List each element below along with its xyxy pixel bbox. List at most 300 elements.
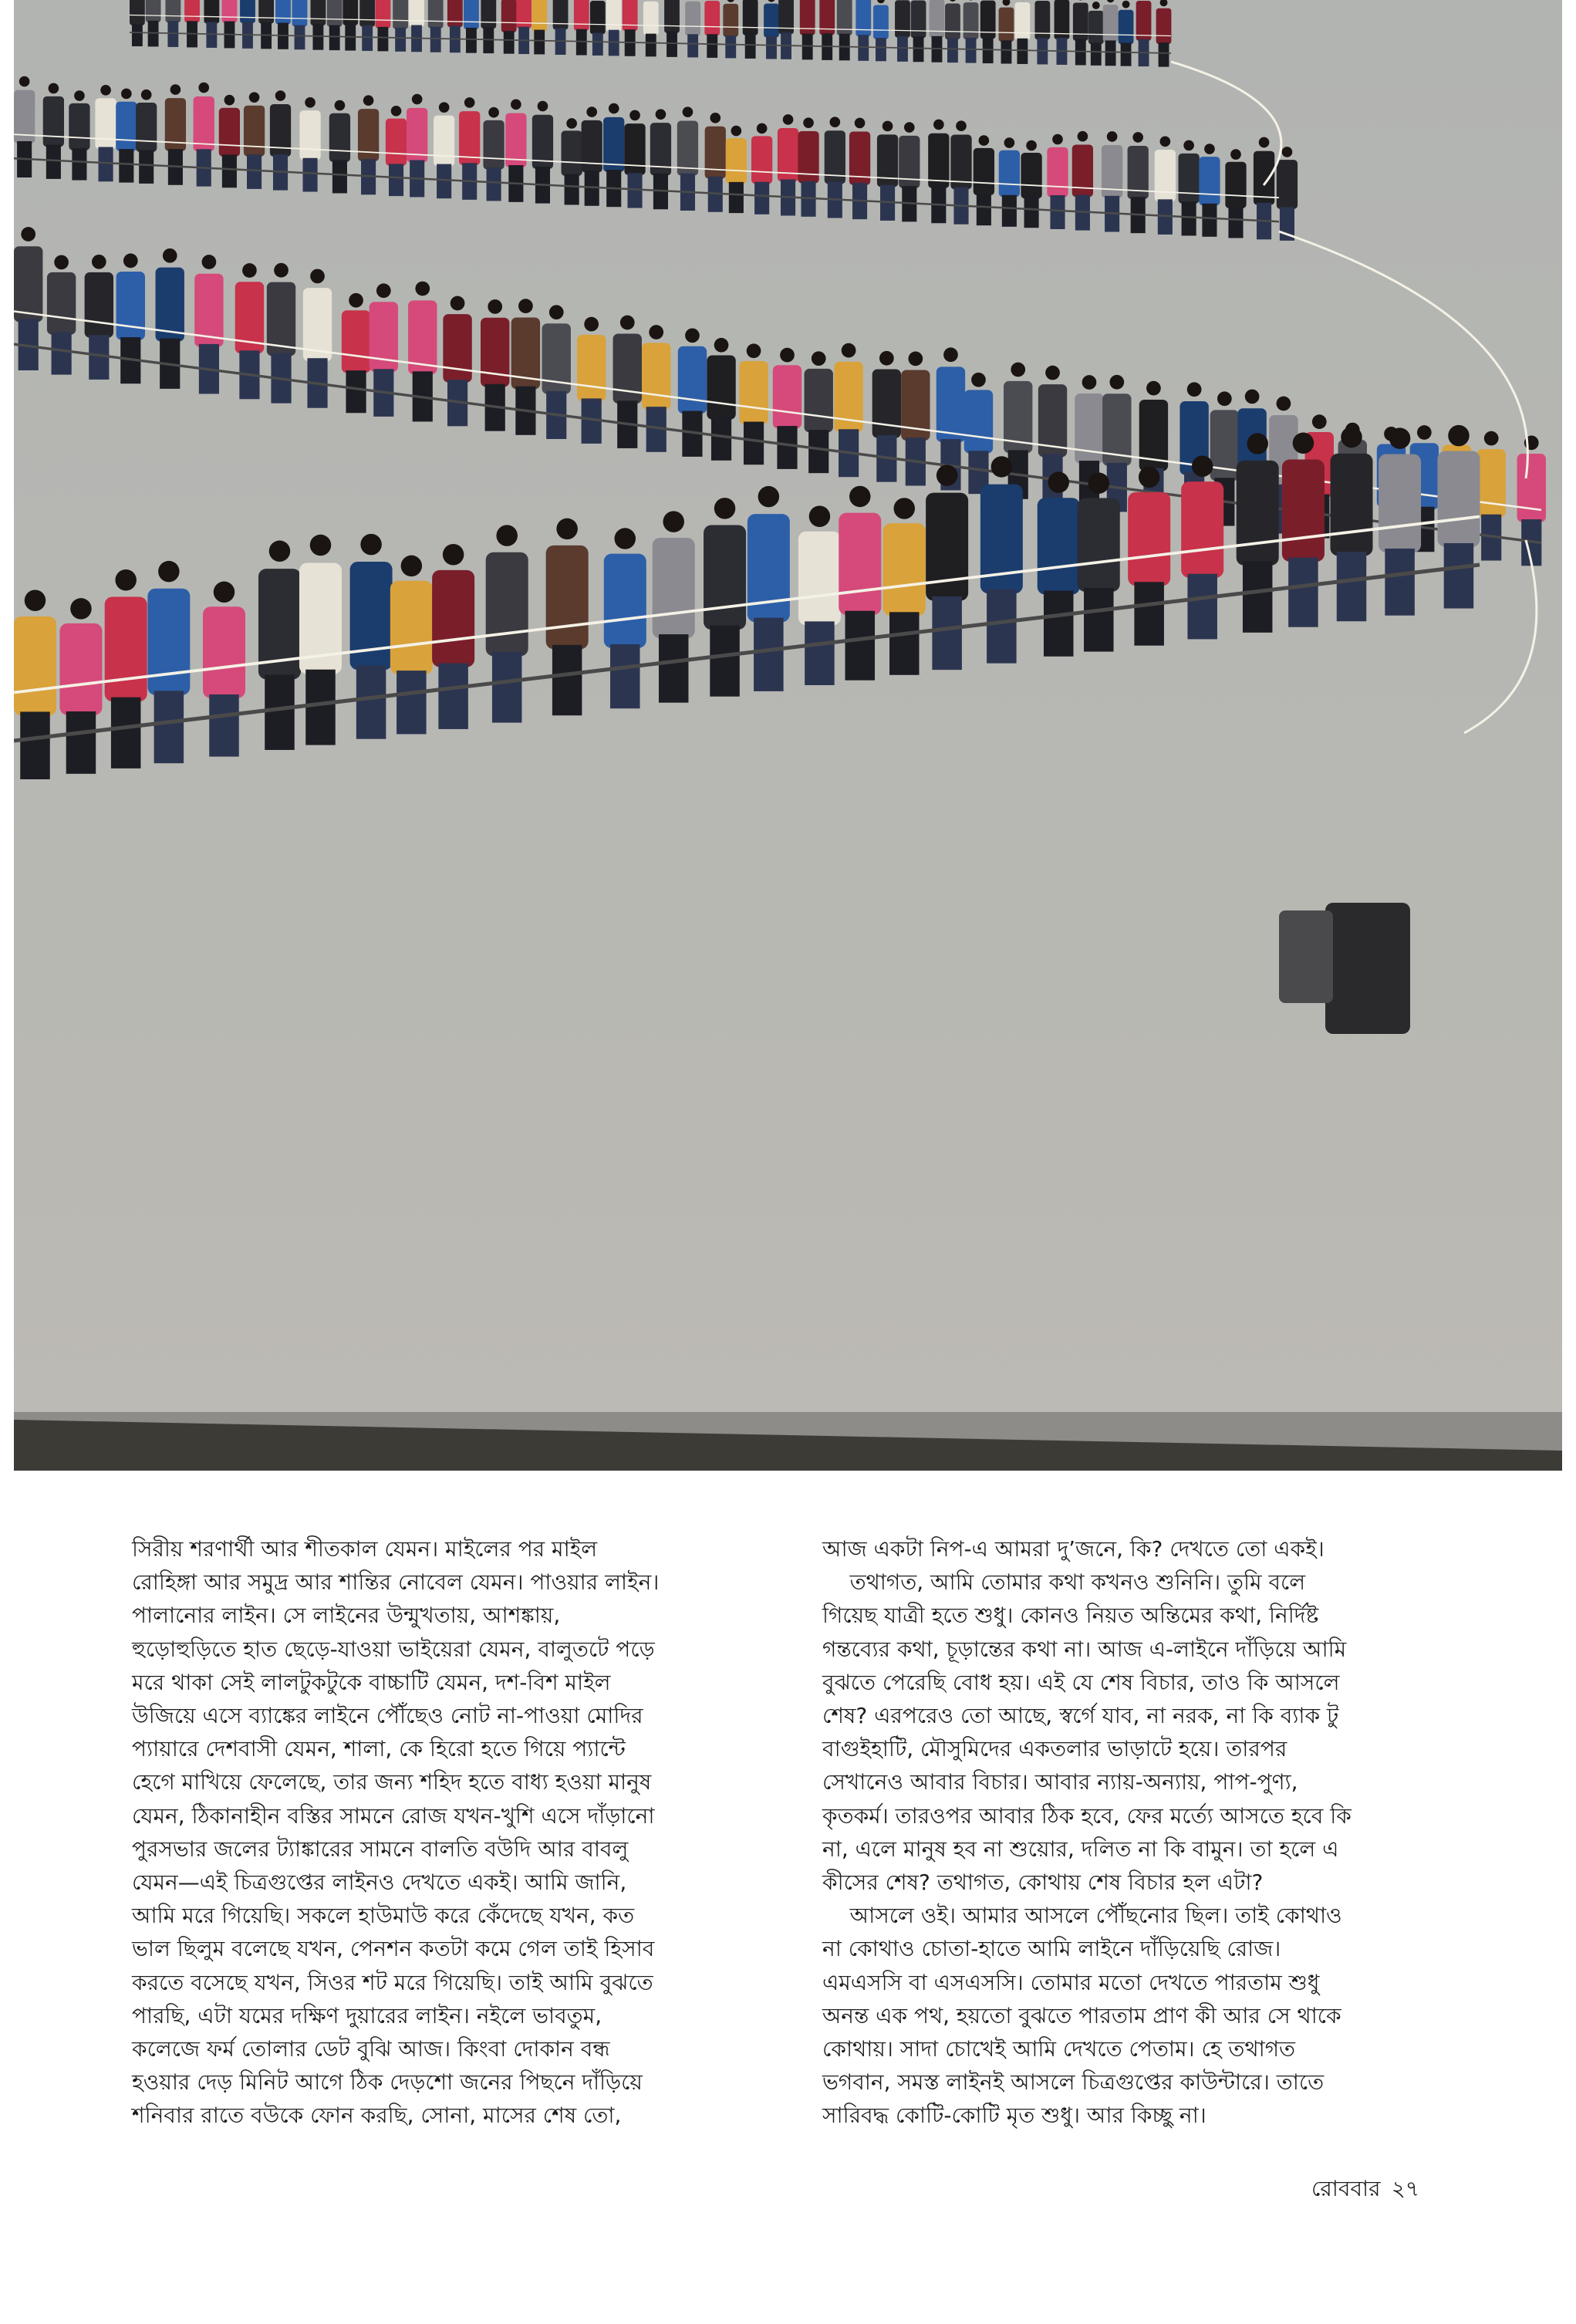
person-body [798, 532, 841, 626]
person-head [556, 519, 578, 540]
person-body [1282, 459, 1325, 561]
person-body [837, 0, 852, 35]
person-head [335, 100, 346, 111]
person-legs [295, 25, 305, 50]
article-line: তথাগত, আমি তোমার কথা কখনও শুনিনি। তুমি বলে [822, 1569, 1306, 1596]
person-legs [808, 430, 828, 473]
person-body [926, 493, 968, 601]
person-head [783, 114, 794, 125]
person-body [516, 0, 532, 29]
person-body [219, 108, 240, 157]
person-head [1160, 0, 1168, 6]
person-head [933, 120, 944, 130]
person-body [116, 272, 145, 340]
person-body [819, 0, 835, 35]
person-body [350, 562, 393, 670]
person-head [1109, 375, 1124, 390]
person-body [342, 310, 370, 373]
person-legs [710, 626, 740, 697]
person-head [908, 352, 923, 367]
person-body [443, 314, 471, 383]
person-head [1082, 375, 1097, 390]
queue-rope-turn [1464, 540, 1537, 733]
person-head [1107, 0, 1115, 2]
person-head [1389, 427, 1411, 449]
person-head [401, 556, 423, 577]
person-head [170, 84, 181, 95]
person-head [19, 76, 30, 87]
person-head [310, 535, 332, 556]
person-body [623, 0, 638, 31]
person-body [327, 0, 343, 27]
person-head [1048, 471, 1069, 493]
person-legs [754, 182, 769, 214]
person-body [778, 0, 794, 34]
person-legs [913, 36, 924, 62]
person-body [805, 369, 833, 432]
article-line: অনন্ত এক পথ, হয়তো বুঝতে পারতাম প্রাণ কী আর সে থাকে [822, 2002, 1341, 2028]
person-body [258, 0, 274, 24]
page-number: ২৭ [1391, 2176, 1419, 2201]
person-head [360, 534, 382, 556]
person-body [764, 4, 779, 38]
person-body [974, 148, 994, 195]
person-head [855, 118, 866, 129]
article-line: বুঝতে পেরেছি বোধ হয়। এই যে শেষ বিচার, তাও কি আসলে [822, 1669, 1340, 1695]
person-legs [72, 148, 86, 180]
person-legs [1075, 39, 1086, 66]
person-head [549, 305, 564, 319]
person-body [624, 123, 645, 175]
person-legs [659, 634, 689, 703]
person-body [329, 113, 350, 162]
person-body [14, 246, 42, 322]
person-head [1132, 132, 1143, 143]
person-legs [20, 711, 50, 779]
person-head [747, 343, 761, 358]
article-line: সিরীয় শরণার্থী আর শীতকাল যেমন। মাইলের পর মাইল [132, 1536, 598, 1562]
person-legs [154, 691, 184, 763]
person-body [464, 0, 479, 29]
person-legs [437, 164, 451, 199]
person-head [1077, 0, 1085, 1]
person-head [1230, 149, 1241, 160]
person-body [393, 0, 408, 29]
person-legs [1001, 40, 1012, 63]
person-body [204, 0, 219, 23]
article-line: করতে বসেছে যখন, সিওর শট মরে গিয়েছি। তাই আমি বুঝতে [132, 1969, 653, 1995]
article-line: কোথায়। সাদা চোখেই আমি দেখতে পেতাম। হে তথাগত [822, 2036, 1296, 2062]
article-line: আমি মরে গিয়েছি। সকলে হাউমাউ করে কেঁদেছে যখন, কত [132, 1903, 635, 1929]
person-body [590, 1, 606, 34]
person-head [842, 343, 856, 358]
person-body [447, 0, 463, 27]
article-right-column [822, 1532, 1439, 2133]
person-body [428, 0, 444, 29]
person-legs [987, 589, 1017, 663]
person-head [1187, 382, 1202, 397]
person-body [240, 0, 255, 23]
person-legs [1337, 552, 1367, 621]
person-head [1259, 137, 1270, 148]
person-head [376, 283, 391, 298]
person-body [1073, 2, 1088, 40]
person-legs [395, 28, 406, 52]
person-head [768, 0, 775, 2]
person-legs [805, 621, 835, 685]
article-left-column [132, 1532, 772, 2133]
person-body [1078, 498, 1120, 592]
article-line: উজিয়ে এসে ব্যাঙ্কের লাইনে পৌঁছেও নোট না-পাওয়া মোদির [132, 1703, 643, 1729]
person-legs [132, 24, 143, 46]
person-body [105, 596, 147, 701]
article-line: যেমন—এই চিত্রগুপ্তের লাইনও দেখতে একই। আমি জানি, [132, 1870, 627, 1896]
person-body [130, 0, 145, 25]
person-body [358, 109, 379, 161]
person-body [1119, 10, 1134, 44]
person-head [979, 135, 990, 146]
person-legs [1159, 42, 1169, 66]
person-legs [534, 30, 545, 55]
person-legs [876, 38, 886, 61]
person-body [980, 1, 996, 39]
person-head [391, 106, 402, 117]
person-head [1282, 147, 1293, 157]
person-head [511, 100, 521, 110]
person-head [443, 544, 464, 566]
person-body [359, 0, 375, 27]
person-head [1484, 431, 1499, 446]
person-body [136, 103, 157, 152]
person-legs [1044, 591, 1074, 657]
person-legs [744, 422, 764, 465]
person-head [1139, 467, 1160, 488]
person-body [999, 8, 1014, 42]
person-head [310, 269, 325, 284]
person-legs [754, 618, 784, 691]
person-head [1247, 433, 1268, 454]
article-line: পালানোর লাইন। সে লাইনের উন্মুখতায়, আশঙ্কায়, [132, 1603, 561, 1629]
crowd-queue-photo [14, 0, 1562, 1471]
person-legs [1050, 195, 1065, 229]
person-legs [148, 21, 159, 47]
person-head [943, 347, 958, 362]
person-body [643, 2, 659, 35]
person-body [678, 346, 707, 414]
person-head [1045, 366, 1060, 380]
person-body [1181, 481, 1223, 578]
article-line: এমএসসি বা এসএসসি। তোমার মতো দেখতে পারতাম শুধু [822, 1969, 1320, 1995]
person-head [757, 123, 768, 134]
person-body [85, 272, 113, 338]
person-head [1293, 433, 1314, 454]
person-legs [592, 33, 603, 56]
person-body [642, 343, 670, 409]
person-body [1021, 153, 1041, 198]
person-legs [99, 147, 113, 182]
article-line: হুড়োহুড়িতে হাত ছেড়ে-যাওয়া ভাইয়েরা যেমন, বালুতটে পড়ে [132, 1636, 655, 1662]
person-head [710, 113, 721, 123]
person-head [275, 90, 286, 101]
article-line: কৃতকর্ম। তারওপর আবার ঠিক হবে, ফের মর্ত্যে আসতে হবে কি [822, 1802, 1352, 1829]
article-line: সেখানেও আবার বিচার। আবার ন্যায়-অন্যায়, পাপ-পুণ্য, [822, 1769, 1298, 1795]
article-line: মরে থাকা সেই লালটুকটুকে বাচ্চাটি যেমন, দশ-বিশ মাইল [132, 1669, 611, 1695]
person-legs [332, 160, 347, 193]
person-body [855, 0, 871, 36]
magazine-name: রোববার [1311, 2176, 1381, 2201]
person-body [561, 130, 582, 176]
person-legs [766, 36, 777, 59]
person-head [49, 83, 59, 94]
person-body [486, 552, 528, 657]
person-body [275, 0, 291, 25]
person-head [1217, 391, 1232, 406]
person-body [930, 0, 945, 38]
person-legs [1105, 40, 1116, 66]
person-body [685, 2, 700, 35]
person-head [242, 263, 257, 278]
person-body [704, 525, 746, 630]
person-legs [1024, 197, 1039, 228]
person-head [1078, 131, 1088, 142]
person-body [1277, 160, 1298, 209]
article-line: কীসের শেষ? তথাগত, কোথায় শেষ বিচার হল এটা? [822, 1870, 1264, 1896]
person-legs [52, 333, 72, 375]
person-head [464, 97, 475, 108]
person-legs [247, 154, 262, 189]
person-body [43, 96, 64, 147]
person-body [999, 150, 1020, 197]
person-head [991, 456, 1013, 478]
person-head [663, 511, 684, 532]
person-legs [1444, 543, 1474, 609]
person-legs [932, 596, 962, 670]
person-head [620, 316, 635, 330]
person-body [1047, 147, 1068, 198]
person-head [849, 486, 871, 508]
person-legs [1187, 574, 1217, 640]
person-head [812, 351, 826, 366]
person-body [481, 0, 496, 29]
person-legs [1091, 42, 1102, 65]
person-head [727, 0, 734, 2]
person-head [971, 373, 986, 387]
person-head [269, 541, 291, 562]
person-legs [46, 145, 61, 179]
person-head [1003, 0, 1011, 5]
person-body [964, 390, 993, 453]
person-legs [1385, 549, 1415, 616]
person-head [714, 498, 736, 519]
page-folio [1311, 2172, 1419, 2208]
person-legs [1121, 42, 1132, 66]
person-legs [1288, 558, 1318, 627]
person-legs [119, 149, 133, 183]
person-body [1103, 5, 1119, 42]
article-line: শেষ? এরপরেও তো আছে, স্বর্গে যাব, না নরক, না কি ব্যাক টু [822, 1703, 1339, 1729]
person-legs [667, 32, 677, 57]
person-legs [430, 27, 441, 52]
person-legs [329, 25, 340, 51]
person-legs [389, 164, 403, 196]
trash-bin [1279, 910, 1333, 1003]
person-body [409, 0, 424, 27]
person-head [1192, 455, 1213, 477]
person-legs [729, 182, 744, 213]
person-body [705, 127, 726, 179]
person-body [184, 0, 200, 22]
person-body [873, 5, 889, 39]
person-legs [397, 671, 427, 734]
article-line: গন্তব্যের কথা, চূড়ান্তের কথা না। আজ এ-লাইনে দাঁড়িয়ে আমি [822, 1636, 1347, 1662]
person-head [584, 317, 599, 332]
person-head [714, 338, 729, 353]
person-head [70, 598, 92, 620]
person-head [566, 118, 577, 129]
person-head [685, 328, 700, 343]
person-head [163, 248, 177, 263]
person-legs [66, 711, 96, 774]
person-body [723, 4, 738, 37]
person-body [69, 103, 89, 150]
person-body [483, 120, 504, 170]
person-head [1088, 472, 1110, 494]
person-legs [378, 27, 389, 52]
person-body [222, 0, 238, 23]
person-legs [356, 665, 386, 738]
person-legs [492, 652, 522, 723]
person-head [214, 582, 235, 603]
person-head [54, 255, 69, 270]
article-line: কলেজে ফর্ম তোলার ডেট বুঝি আজ। কিংবা দোকান বন্ধ [132, 2036, 610, 2062]
person-body [707, 356, 735, 420]
person-head [586, 106, 597, 117]
person-head [780, 348, 795, 363]
person-body [963, 2, 979, 39]
person-body [1072, 145, 1093, 198]
person-head [936, 464, 958, 486]
person-body [1128, 492, 1170, 586]
person-body [883, 523, 926, 616]
person-body [244, 106, 265, 157]
article-line: যেমন, ঠিকানাহীন বস্তির সামনে রোজ যখন-খুশি এসে দাঁড়ানো [132, 1802, 655, 1829]
person-head [656, 109, 667, 120]
person-body [146, 0, 161, 22]
person-head [74, 90, 85, 101]
person-legs [777, 426, 797, 469]
person-legs [504, 31, 515, 53]
person-head [25, 590, 46, 612]
person-head [649, 325, 663, 339]
person-legs [139, 150, 154, 184]
person-legs [1134, 582, 1164, 645]
person-head [496, 525, 518, 546]
person-body [800, 0, 815, 35]
person-head [488, 299, 502, 314]
person-head [518, 299, 533, 313]
person-body [95, 98, 116, 149]
person-head [439, 102, 450, 113]
person-body [481, 318, 509, 387]
person-body [798, 131, 818, 184]
person-body [1156, 8, 1172, 44]
person-head [100, 85, 111, 96]
article-line: পারছি, এটা যমের দক্ষিণ দুয়ারের লাইন। নইলে ভাবতুম, [132, 2002, 602, 2028]
person-body [165, 0, 181, 22]
person-legs [897, 36, 908, 62]
person-legs [1243, 561, 1273, 632]
person-body [1437, 451, 1480, 547]
person-head [92, 255, 106, 269]
person-body [1155, 150, 1176, 201]
person-head [1312, 414, 1327, 429]
person-body [1014, 2, 1030, 40]
person-body [739, 361, 768, 424]
person-body [704, 1, 720, 35]
person-body [14, 616, 56, 716]
person-head [830, 117, 841, 127]
person-legs [222, 154, 237, 187]
person-head [538, 101, 548, 112]
person-head [877, 0, 885, 3]
person-legs [565, 174, 579, 205]
article-line: বাগুইহাটি, মৌসুমিদের একতলার ভাড়াটে হয়ে। তারপর [822, 1736, 1287, 1762]
person-body [376, 0, 391, 29]
article-line: না কোথাও চোতা-হাতে আমি লাইনে দাঁড়িয়েছি রোজ। [822, 1936, 1281, 1962]
person-body [1038, 498, 1080, 594]
person-head [949, 0, 957, 2]
person-body [653, 538, 695, 638]
person-legs [725, 35, 736, 58]
person-body [911, 1, 926, 39]
person-head [141, 90, 152, 100]
person-body [664, 0, 680, 33]
person-head [629, 110, 640, 121]
person-head [1052, 134, 1063, 145]
person-head [683, 106, 694, 117]
person-head [609, 103, 619, 114]
article-line: হেগে মাখিয়ে ফেলেছে, তার জন্য শহিদ হতে বাধ্য হওয়া মানুষ [132, 1769, 652, 1795]
person-body [574, 0, 589, 31]
person-head [803, 117, 814, 128]
person-head [731, 126, 742, 137]
person-head [1122, 1, 1130, 8]
person-head [488, 107, 499, 118]
person-head [305, 97, 316, 108]
article-line: আজ একটা নিপ-এ আমরা দু’জনে, কি? দেখতে তো একই। [822, 1536, 1325, 1562]
person-head [1160, 136, 1171, 147]
person-body [116, 102, 137, 151]
person-body [311, 0, 326, 25]
person-head [121, 89, 132, 100]
person-legs [646, 34, 656, 57]
queue-scene-drawing [14, 0, 1562, 1471]
person-body [606, 0, 622, 32]
person-legs [707, 34, 717, 58]
person-head [412, 94, 423, 105]
person-legs [487, 167, 501, 201]
person-body [1237, 461, 1279, 566]
person-head [249, 92, 260, 103]
person-body [47, 272, 76, 335]
person-body [1379, 454, 1421, 553]
person-legs [977, 194, 991, 226]
person-head [123, 254, 138, 269]
person-body [936, 367, 965, 442]
person-body [604, 554, 646, 648]
person-legs [1084, 588, 1114, 652]
person-body [1330, 454, 1372, 556]
